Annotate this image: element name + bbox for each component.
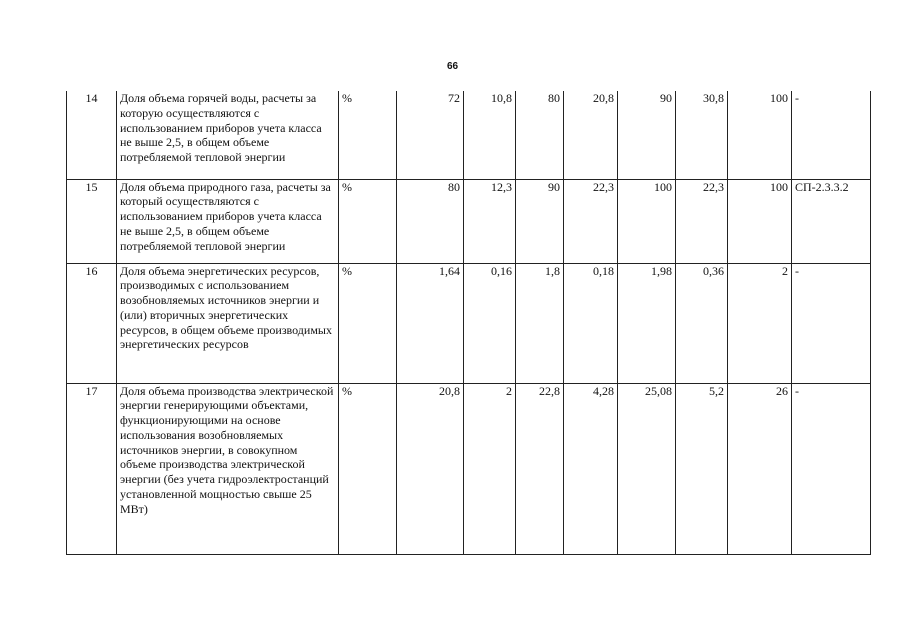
value-cell: 100: [728, 91, 792, 179]
page-number: 66: [446, 61, 459, 72]
row-number: 16: [67, 263, 117, 383]
value-cell: 26: [728, 383, 792, 554]
table-row: [67, 179, 871, 263]
value-cell: 0,16: [464, 263, 516, 383]
value-cell: 2: [728, 263, 792, 383]
unit-cell: %: [339, 263, 397, 383]
indicator-name: Доля объема природного газа, расчеты за который осуществляются с использованием приборов учета класса не выше 2,5, в общем объеме потребляемой тепловой энергии: [117, 179, 339, 263]
row-number: 14: [67, 91, 117, 179]
value-cell: 20,8: [397, 383, 464, 554]
code-cell: -: [792, 383, 871, 554]
indicators-table: [66, 91, 871, 555]
value-cell: 20,8: [564, 91, 618, 179]
value-cell: 90: [618, 91, 676, 179]
value-cell: 4,28: [564, 383, 618, 554]
code-cell: -: [792, 263, 871, 383]
value-cell: 1,8: [516, 263, 564, 383]
indicator-name: Доля объема производства электрической энергии генерирующими объектами, функционирующими на основе использования возобновляемых источников энергии, в совокупном объеме производства электрической энергии (без учета гидроэлектростанций установленной мощностью свыше 25 МВт): [117, 383, 339, 554]
unit-cell: %: [339, 91, 397, 179]
value-cell: 100: [618, 179, 676, 263]
table-row: [67, 383, 871, 554]
table-row: [67, 263, 871, 383]
value-cell: 10,8: [464, 91, 516, 179]
code-cell: СП-2.3.3.2: [792, 179, 871, 263]
value-cell: 22,3: [564, 179, 618, 263]
value-cell: 80: [397, 179, 464, 263]
value-cell: 22,8: [516, 383, 564, 554]
unit-cell: %: [339, 179, 397, 263]
indicator-name: Доля объема горячей воды, расчеты за которую осуществляются с использованием приборов учета класса не выше 2,5, в общем объеме потребляемой тепловой энергии: [117, 91, 339, 179]
value-cell: 22,3: [676, 179, 728, 263]
value-cell: 12,3: [464, 179, 516, 263]
code-cell: -: [792, 91, 871, 179]
value-cell: 100: [728, 179, 792, 263]
table-row: [67, 91, 871, 179]
row-number: 15: [67, 179, 117, 263]
value-cell: 30,8: [676, 91, 728, 179]
unit-cell: %: [339, 383, 397, 554]
value-cell: 2: [464, 383, 516, 554]
value-cell: 90: [516, 179, 564, 263]
value-cell: 72: [397, 91, 464, 179]
indicator-name: Доля объема энергетических ресурсов, производимых с использованием возобновляемых источников энергии и (или) вторичных энергетических ресурсов, в общем объеме производимых энергетических ресурсов: [117, 263, 339, 383]
value-cell: 1,98: [618, 263, 676, 383]
value-cell: 0,18: [564, 263, 618, 383]
table-body: [67, 91, 871, 554]
row-number: 17: [67, 383, 117, 554]
value-cell: 5,2: [676, 383, 728, 554]
value-cell: 1,64: [397, 263, 464, 383]
value-cell: 80: [516, 91, 564, 179]
value-cell: 25,08: [618, 383, 676, 554]
value-cell: 0,36: [676, 263, 728, 383]
